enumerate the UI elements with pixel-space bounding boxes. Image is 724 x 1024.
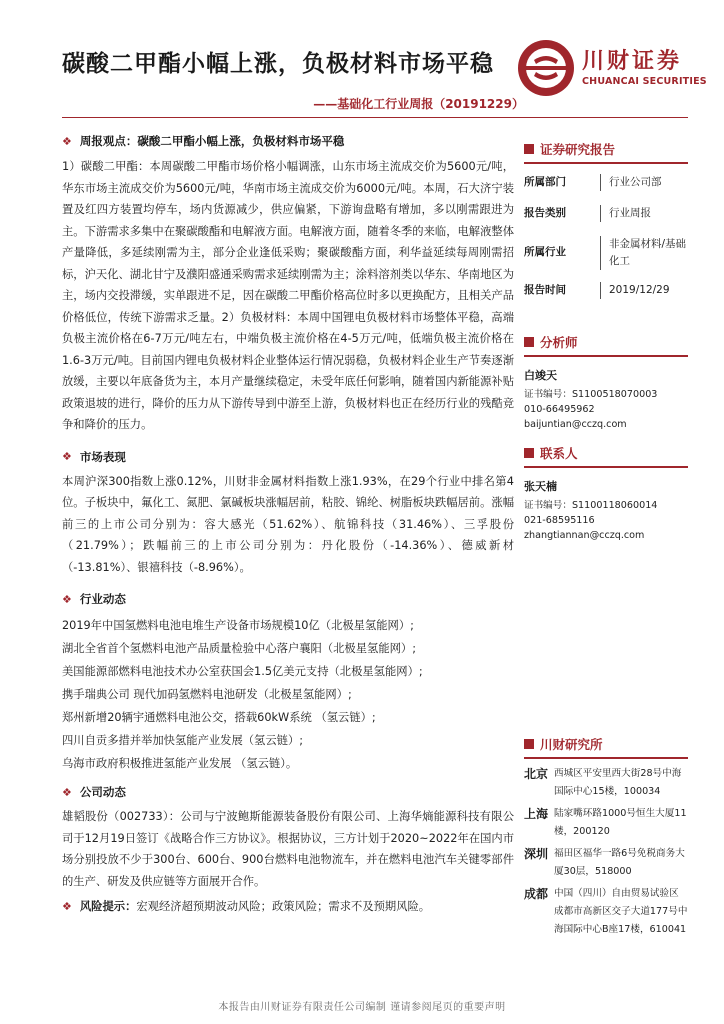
square-bullet-icon [524,337,534,347]
info-key: 所属部门 [524,176,566,188]
institute-heading-text: 川财研究所 [540,737,603,752]
contact-cert: 证书编号：S1100118060014 [524,500,658,511]
diamond-bullet-icon: ❖ [62,592,72,606]
risk-label: 风险提示： [79,900,137,913]
analyst-name: 白竣天 [524,369,557,382]
office-chengdu [524,885,688,939]
office-city: 深圳 [524,847,549,861]
contact-name: 张天楠 [524,480,557,493]
info-key: 报告时间 [524,284,566,296]
chuancai-logo-icon [516,38,576,98]
news-item: 乌海市政府积极推进氢能产业发展 （氢云链）。 [62,757,298,770]
header-divider [62,117,688,118]
info-value: 行业周报 [600,205,688,222]
diamond-bullet-icon: ❖ [62,450,72,463]
office-address: 福田区福华一路6号免税商务大厦30层，518000 [554,848,685,877]
office-address: 西城区平安里西大街28号中海国际中心15楼，100034 [554,768,682,797]
office-shenzhen [524,845,688,881]
info-value: 2019/12/29 [600,282,688,299]
info-value: 非金属材料/基础化工 [600,236,688,270]
section-divider [524,466,688,468]
office-address: 陆家嘴环路1000号恒生大厦11楼，200120 [554,808,687,837]
summary-heading-text: 周报观点：碳酸二甲酯小幅上涨，负极材料市场平稳 [79,134,345,148]
logo-english-text: CHUANCAI SECURITIES [582,76,707,87]
report-info-heading [524,138,688,160]
analyst-cert: 证书编号：S1100518070003 [524,389,658,400]
market-heading-text: 市场表现 [79,449,126,464]
section-divider [524,355,688,357]
analyst-heading-text: 分析师 [540,335,578,350]
analyst-heading [524,331,688,353]
diamond-bullet-icon: ❖ [62,134,72,148]
section-divider [524,162,688,164]
logo-chinese-text: 川财证券 [582,49,683,74]
company-heading [62,781,514,803]
company-heading-text: 公司动态 [79,785,126,799]
summary-body: 1）碳酸二甲酯：本周碳酸二甲酯市场价格小幅调涨，山东市场主流成交价为5600元/吨，华东市场主流成交价为5600元/吨，华南市场主流成交价为6000元/吨。本周，石大济宁装置及红四方装置均停车，场内货源减少，供应偏紧，下游询盘略有增加，多以刚需跟进为主。下游需求多集中在聚碳酸酯和电解液方面。电解液方面，随着冬季的来临，电解液整体产量降低，多延续刚需为主，部分企业逢低采购；聚碳酸酯方面，利华益延续每周刚需招标，沪天化、湖北甘宁及濮阳盛通采购需求延续刚需为主；涂料溶剂类以华东、华南地区为主，场内交投滞缓，实单跟进不足，因在碳酸二甲酯价格高位时多以更换配方，且相关产品价格低位，传统下游需求乏量。2）负极材料：本周中国锂电负极材料市场整体平稳，高端负极主流价格在6-7万元/吨左右，中端负极主流价格在4-5万元/吨，低端负极主流价格在1.6-3万元/吨。目前国内锂电负极材料企业整体运行情况弱稳，负极材料企业生产节奏逐渐放缓，主要以年底备货为主，本月产量继续稳定，未受年底任何影响，随着国内新能源补贴政策退坡的进行，降价的压力从下游传导到中游至上游，负极材料也正在经历行业的残酷竞争和降价的压力。 [62,160,514,431]
info-row-industry [524,236,688,270]
office-beijing [524,765,688,801]
analyst-phone: 010-66495962 [524,404,595,415]
news-item: 四川自贡多措并举加快氢能产业发展（氢云链）; [62,734,304,747]
contact-phone: 021-68595116 [524,515,595,526]
report-info-heading-text: 证券研究报告 [540,142,616,157]
industry-heading-text: 行业动态 [79,592,126,606]
summary-heading [62,130,514,152]
company-body: 雄韬股份（002733）：公司与宁波鲍斯能源装备股份有限公司、上海华熵能源科技有限公司于12月19日签订《战略合作三方协议》。根据协议，三方计划于2020~2022年在国内市场分别投放不少于300台、600台、900台燃料电池物流车，并在燃料电池汽车关键零部件的生产、研发及供应链等方面展开合作。 [62,810,514,888]
sidebar [524,130,688,939]
main-content [62,130,514,918]
news-item: 湖北全省首个氢燃料电池产品质量检验中心落户襄阳（北极星氢能网）; [62,642,417,655]
company-logo [516,38,707,98]
industry-news-list [62,614,514,775]
risk-warning [62,896,514,918]
info-key: 所属行业 [524,246,566,258]
news-item: 美国能源部燃料电池技术办公室获国会1.5亿美元支持（北极星氢能网）; [62,665,423,678]
office-city: 上海 [524,807,549,821]
office-city: 北京 [524,767,549,781]
market-body: 本周沪深300指数上涨0.12%，川财非金属材料指数上涨1.93%，在29个行业中排名第4位。子板块中，氟化工、氮肥、氯碱板块涨幅居前，粘胶、锦纶、树脂板块跌幅居前。涨幅前三的上市公司分别为：容大感光（51.62%）、航锦科技（31.46%）、三孚股份（21.79%）；跌幅前三的上市公司分别为：丹化股份（-14.36%）、德威新材（-13.81%）、银禧科技（-8.96%）。 [62,474,514,574]
square-bullet-icon [524,448,534,458]
contact-heading [524,442,688,464]
section-divider [524,757,688,759]
info-key: 报告类别 [524,207,566,219]
market-heading [62,446,514,468]
square-bullet-icon [524,739,534,749]
info-row-category [524,205,688,222]
contact-email[interactable]: zhangtiannan@cczq.com [524,530,645,541]
info-value: 行业公司部 [600,174,688,191]
info-row-date [524,282,688,299]
office-address: 中国（四川）自由贸易试验区成都市高新区交子大道177号中海国际中心B座17楼，610041 [554,888,688,935]
page-title: 碳酸二甲酯小幅上涨，负极材料市场平稳 [62,51,494,77]
page-footer: 本报告由川财证券有限责任公司编制 谨请参阅尾页的重要声明 [218,1002,506,1013]
news-item: 携手瑞典公司 现代加码氢燃料电池研发（北极星氢能网）; [62,688,352,701]
info-row-department [524,174,688,191]
institute-heading [524,733,688,755]
industry-heading [62,588,514,610]
risk-body: 宏观经济超预期波动风险；政策风险；需求不及预期风险。 [136,900,431,913]
analyst-email[interactable]: baijuntian@cczq.com [524,419,627,430]
report-subtitle: ——基础化工行业周报（20191229） [313,97,524,111]
diamond-bullet-icon: ❖ [62,785,72,799]
news-item: 2019年中国氢燃料电池电堆生产设备市场规模10亿（北极星氢能网）; [62,619,414,632]
office-city: 成都 [524,887,549,901]
square-bullet-icon [524,144,534,154]
office-shanghai [524,805,688,841]
contact-heading-text: 联系人 [540,446,578,461]
diamond-bullet-icon: ❖ [62,900,72,913]
news-item: 郑州新增20辆宇通燃料电池公交，搭载60kW系统 （氢云链）; [62,711,376,724]
